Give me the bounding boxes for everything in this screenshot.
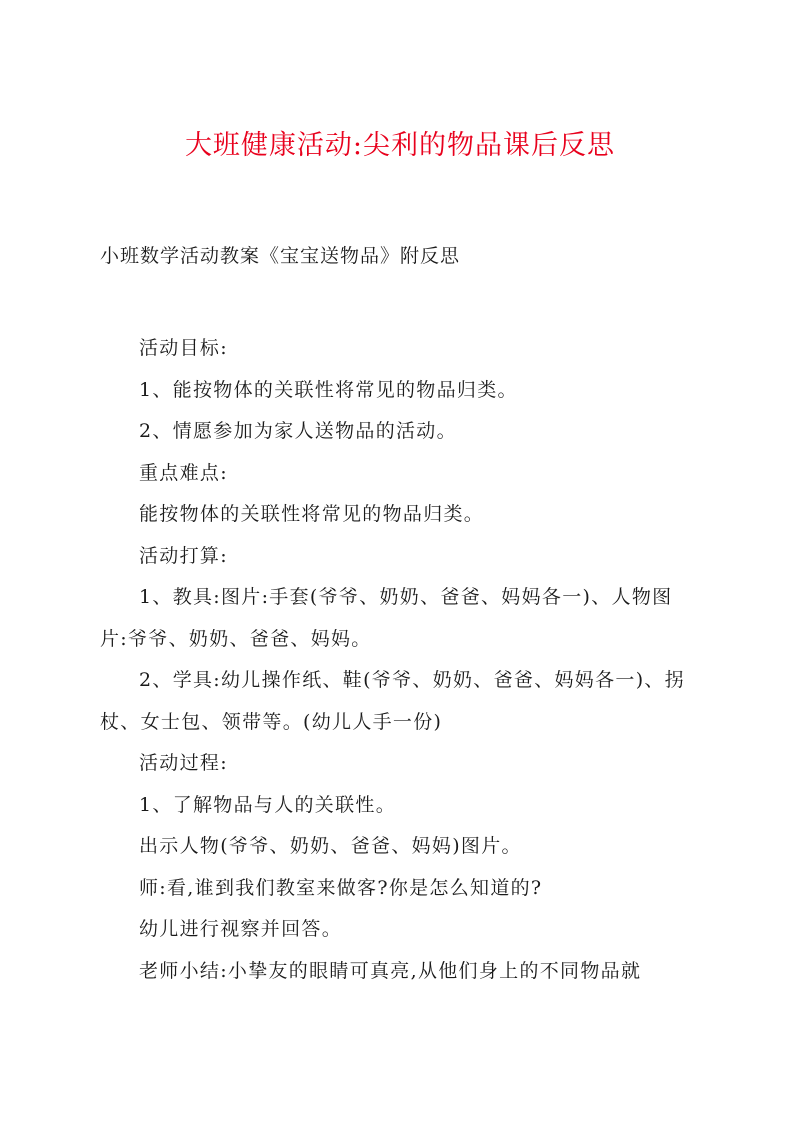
- paragraph-key-points-heading: 重点难点:: [139, 461, 228, 484]
- paragraph-preparation-1: 1、教具:图片:手套(爷爷、奶奶、爸爸、妈妈各一)、人物图片:爷爷、奶奶、爸爸、妈妈。: [100, 586, 673, 650]
- paragraph-goals-heading: 活动目标:: [139, 337, 228, 359]
- document-subtitle: 小班数学活动教案《宝宝送物品》附反思: [100, 245, 461, 267]
- paragraph-process-1: 1、了解物品与人的关联性。: [139, 793, 396, 816]
- paragraph-process-heading: 活动过程:: [139, 752, 228, 774]
- document-body: [100, 328, 700, 992]
- paragraph-key-points: 能按物体的关联性将常见的物品归类。: [139, 503, 485, 525]
- paragraph-teacher-question: 师:看,谁到我们教室来做客?你是怎么知道的?: [139, 876, 543, 899]
- paragraph-goal-2: 2、情愿参加为家人送物品的活动。: [139, 420, 457, 442]
- paragraph-children-observe: 幼儿进行视察并回答。: [139, 918, 343, 940]
- paragraph-preparation-2: 2、学具:幼儿操作纸、鞋(爷爷、奶奶、爸爸、妈妈各一)、拐杖、女士包、领带等。(幼儿人手一份): [100, 669, 686, 733]
- paragraph-show-pictures: 出示人物(爷爷、奶奶、爸爸、妈妈)图片。: [139, 835, 522, 857]
- document-title: 大班健康活动:尖利的物品课后反思: [184, 130, 616, 161]
- paragraph-goal-1: 1、能按物体的关联性将常见的物品归类。: [139, 378, 518, 401]
- paragraph-teacher-summary: 老师小结:小挚友的眼睛可真亮,从他们身上的不同物品就: [139, 959, 642, 982]
- paragraph-preparation-heading: 活动打算:: [139, 544, 228, 567]
